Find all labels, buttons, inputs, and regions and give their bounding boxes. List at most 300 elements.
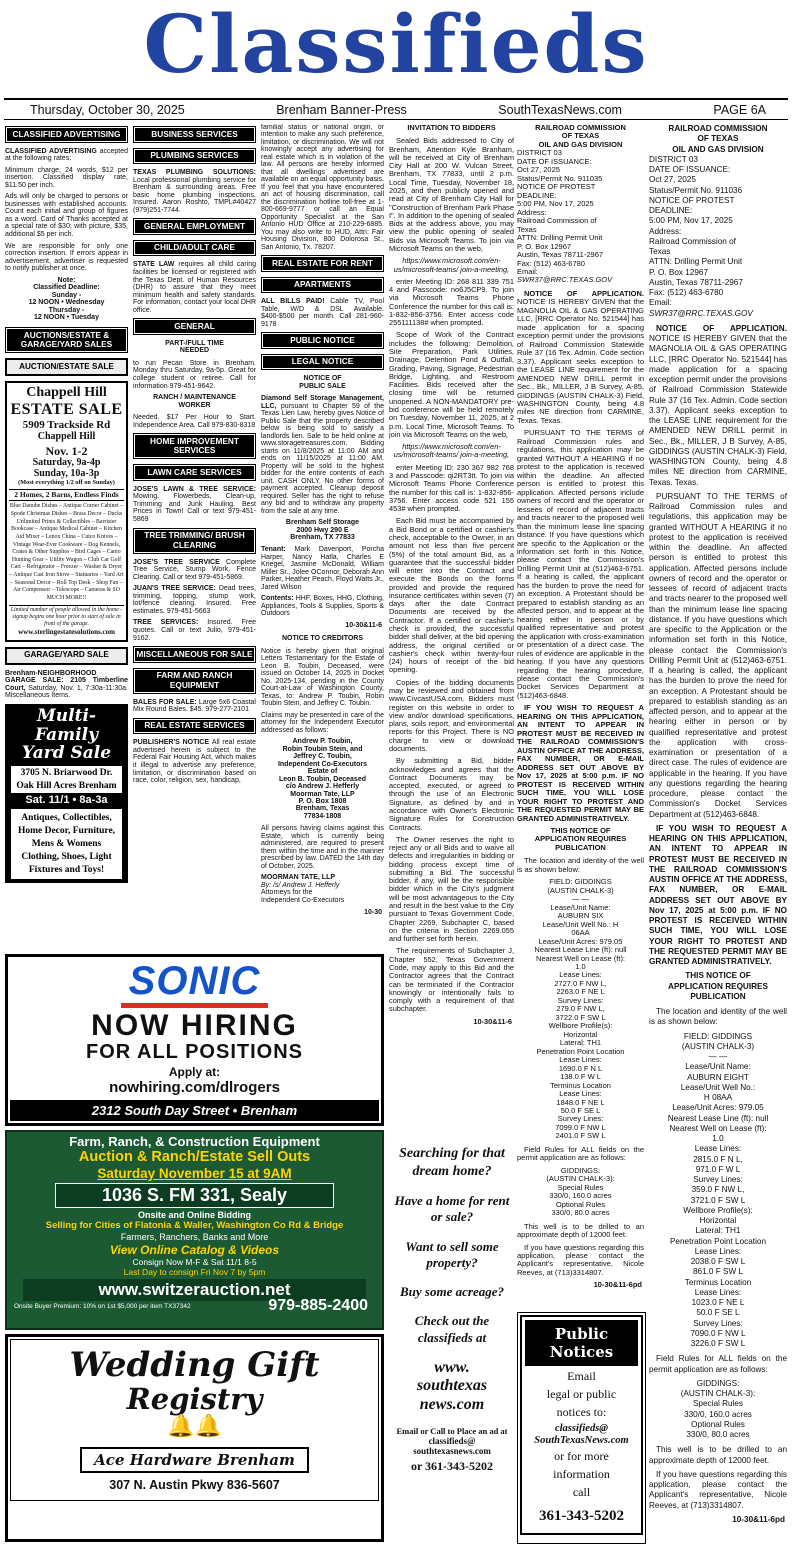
publishers-notice-continued	[261, 124, 384, 251]
ad-body-text: Dead trees, trimming, topping, stump work, lot/fence clearing. Insured. Free estimates. 979-451-5663	[133, 585, 256, 615]
classified-rates-3	[5, 193, 128, 238]
all-bills-paid-ad	[261, 298, 384, 328]
run-dates-tag: 10-30&11-6pd	[593, 1280, 642, 1290]
text-line: Nearest Well on Lease (ft):	[535, 953, 626, 963]
estate-sale-subtitle: 2 Homes, 2 Barns, Endless Finds	[9, 489, 124, 501]
public-notices-box	[517, 1312, 646, 1544]
text-line: DEADLINE:	[517, 190, 557, 200]
pecan-store-job-ad	[133, 360, 256, 390]
promo-website: news.com	[419, 1395, 485, 1413]
text-line: Lease Lines:	[559, 970, 602, 980]
public-notices-email: classifieds@	[554, 1423, 609, 1434]
text-line: DEADLINE:	[649, 206, 693, 215]
storage-facility-address	[261, 519, 384, 541]
text-line: Nearest Lease Line (ft): null	[667, 1113, 769, 1123]
bidders-body-1	[389, 137, 514, 253]
text-line: Lease/Unit Name:	[550, 902, 611, 912]
bidders-body-4	[389, 464, 514, 514]
public-notices-content	[520, 1315, 643, 1535]
text-line: Jeffrey C. Toubin,	[293, 753, 352, 761]
text-line: Lease Lines:	[694, 1287, 742, 1297]
text-line: P. O. Box 1808	[298, 798, 347, 805]
rrc-1-publication-title	[517, 827, 644, 852]
text-line: ATTN: Drilling Permit Unit	[649, 257, 743, 267]
auction-consign-deadline: Last Day to consign Fri Nov 7 by 5pm	[123, 1266, 266, 1277]
text-line: DISTRICT 03	[649, 154, 698, 164]
ad-body-text: The location and identity of the well is as shown below:	[649, 1007, 787, 1027]
switzer-auction-ad	[5, 1130, 384, 1330]
auction-catalog-note: View Online Catalog & Videos	[109, 1242, 280, 1257]
text-line: 12 NOON • Tuesday	[34, 314, 99, 322]
yard-sale-neighborhood: Oak Hill Acres Brenham	[11, 779, 122, 792]
auction-category: Farm, Ranch, & Construction Equipment	[69, 1134, 320, 1149]
promo-email: classifieds@	[428, 1435, 476, 1446]
text-line: Brenham, TX 77833	[290, 533, 355, 541]
text-line: 138.0 F W L	[560, 1072, 601, 1082]
rrc-notice-1-header	[517, 124, 644, 285]
bidders-body-8	[389, 836, 514, 944]
text-line: 1023.0 F NE L	[691, 1298, 745, 1307]
pecan-store-job-title	[133, 340, 256, 355]
text-line: Status/Permit No. 911036	[649, 185, 743, 195]
ad-body-text: familial status or national origin, or intention to make any such preference, limitation, or discrimination. We will not knowingly accept any advertising for real estate which is in violation of the law. All persons are hereby informed that all dwellings advertised are available on an equal opportunity basis. If you feel that you have encountered an act of housing discrimination, call the discrimination hotline toll-free at 1-800-669-9777 or call an Equal Opportunity Specialist at the San Antonio HUD Office at 210-229-6885. You may also write to HUD, Attn: Fair Housing Division, 800 Dolorosa St., San Antonio, Tx. 78207.	[261, 124, 384, 251]
teams-link-1	[389, 257, 514, 274]
switzer-auction-content	[7, 1132, 382, 1318]
rrc-1-field-rules	[517, 1167, 644, 1218]
estate-sale-fine-print: Limited number of people allowed in the home - signup begins one hour prior to start of sale in front of the garage.	[10, 606, 123, 628]
text-line: 330/0, 80.0 acres	[686, 1430, 750, 1439]
yard-sale-items: Antiques, Collectibles, Home Decor, Furniture, Mens & Womens Clothing, Shoes, Light Fixtures and Toys!	[11, 809, 122, 879]
promo-question: Buy some acreage?	[400, 1284, 504, 1299]
ad-lead-text: NOTICE OF APPLICATION.	[656, 323, 787, 333]
sonic-apply-url: nowhiring.com/dlrogers	[109, 1079, 280, 1097]
text-line: DISTRICT 03	[517, 148, 562, 158]
text-line: 971.0 F W L	[695, 1164, 741, 1174]
text-line: Special Rules	[692, 1399, 744, 1409]
header-apartments: APARTMENTS	[261, 277, 384, 294]
ad-body-text: Mark Davenport, Porcha Harper, Nancy Hatla, Charles E Kriegel, Jasmine McDonald, William Miller Sr., Jolee OConnor, Deborah Ann Parker, Heather Peach, Floyd Watts Jr., Jared Wilson	[261, 546, 384, 591]
estate-sale-ad	[5, 381, 128, 642]
text-line: 1.0	[712, 1134, 724, 1143]
rrc-1-well-data	[517, 878, 644, 1141]
header-general-employment: GENERAL EMPLOYMENT	[133, 218, 256, 235]
wedding-registry-title: Wedding Gift	[69, 1345, 320, 1385]
text-line: Lease Lines:	[559, 1055, 602, 1065]
text-line: Robin Toubin Stein, and	[282, 745, 363, 753]
text-line: Email:	[649, 298, 672, 308]
text-line: NOTICE OF PROTEST	[649, 195, 735, 205]
public-notices-text: legal or public	[546, 1387, 617, 1401]
ad-body-text: pursuant to Chapter 59 of the Texas Lien Law, hereby gives Notice of Public Sale that the property described below is being sold to satisfy a landlords lien. Sale to be held online at www.storagetreasures.com. Bidding starts on 11/8/2025 at 11:00 AM and ends on 11/15/2025 at 11:00 AM. Property will be sold to the highest bidder for the entire contents of each unit. CASH ONLY. No other forms of payment accepted. Cleanup deposit required. Seller has the right to refuse any bid and to withdraw any property from the sale at any time.	[261, 402, 384, 515]
text-line: Note:	[57, 276, 76, 284]
text-line: FIELD: GIDDINGS	[549, 877, 612, 887]
ad-body-text: The location and identity of the well is as shown below:	[517, 856, 644, 874]
text-line: (AUSTIN CHALK-3):	[546, 1174, 615, 1184]
wedding-registry-title-2: Registry	[126, 1381, 263, 1416]
bidders-body-7	[389, 757, 514, 832]
promo-email: southtexasnews.com	[413, 1445, 491, 1456]
joses-tree-ad	[133, 559, 256, 582]
wedding-registry-content	[10, 1339, 379, 1501]
bidders-body-9	[389, 947, 514, 1013]
classified-deadline-note	[5, 277, 128, 322]
sonic-apply-label: Apply at:	[168, 1065, 221, 1080]
column-3	[261, 124, 384, 950]
public-notices-text: notices to:	[556, 1405, 607, 1419]
ad-body-text: Each Bid must be accompanied by a Bid Bond or a certified or cashier's check, acceptable to the Owner, in an amount not less than five percent (5%) of the total amount Bid, as a guarantee that the successful bidder will enter into the Contract and execute the Bonds on the forms provided and provide the required insurance certificates within seven (7) days after the date Contract Documents are received by the Contractor. If a certified or cashier's check is provided, the successful bidder shall deliver, at the bid opening address, the original certified or cashier's check within twenty-four (24) hours of receipt of the bid opening.	[389, 516, 514, 675]
auction-phone: 979-885-2400	[268, 1296, 368, 1314]
promo-question: Have a home for rent or sale?	[394, 1193, 510, 1225]
text-line: Address:	[517, 207, 547, 217]
promo-cta: Check out the classifieds at	[414, 1313, 490, 1345]
text-line: Horizontal	[699, 1216, 737, 1225]
text-line: 1.0	[575, 962, 586, 971]
text-line: Andrew P. Toubin,	[292, 738, 353, 746]
text-line: 77834-1808	[303, 812, 342, 820]
column-6	[649, 124, 787, 1544]
ad-body-text: Saturday, Nov. 1, 7:30a-11:30a. Miscellaneous Items.	[5, 684, 128, 700]
text-line: By: /s/ Andrew J. Hefferly	[261, 881, 340, 889]
text-line: (AUSTIN CHALK-3)	[681, 1041, 755, 1051]
public-notices-text: Email	[567, 1369, 596, 1383]
text-line: — —	[571, 894, 590, 904]
auction-website: www.switzerauction.net	[23, 1279, 366, 1301]
rrc-2-hearing-request	[649, 824, 787, 968]
ad-lead-text: CLASSIFIED ADVERTISING	[5, 147, 100, 155]
neighborhood-garage-sale-ad	[5, 670, 128, 700]
text-line: OF TEXAS	[561, 131, 600, 141]
bidders-body-2	[389, 278, 514, 328]
public-notices-email: SouthTexasNews.com	[534, 1435, 629, 1446]
text-line: THIS NOTICE OF	[685, 971, 751, 981]
text-line: Lease Lines:	[559, 1089, 602, 1099]
storage-contents	[261, 595, 384, 617]
run-dates-tag: 10-30&11-6	[345, 621, 382, 629]
text-line: NOTICE OF PROTEST	[517, 182, 596, 192]
text-line: SWR37@RRC.TEXAS.GOV	[649, 308, 753, 318]
juans-tree-ad	[133, 585, 256, 615]
website: SouthTexasNews.com	[498, 102, 622, 117]
promo-contact-label: Email or Call to Place an ad at	[396, 1425, 508, 1436]
ad-body-text: By submitting a Bid, bidder acknowledges and agrees that the Contract Documents may be accepted, executed, or agreed to through the use of an Electronic Signature, as defined by and in accordance with Owner's Electronic Signature Rules for Construction Contracts.	[389, 756, 514, 832]
text-line: 7090.0 F NW L	[690, 1328, 746, 1338]
text-line: 279.0 F NW L,	[556, 1004, 605, 1014]
text-line: Lease/Unit Well No.: H	[542, 919, 619, 929]
bales-for-sale-ad	[133, 699, 256, 714]
text-line: Classified Deadline:	[33, 284, 100, 292]
text-line: 3722.0 F SW L	[555, 1012, 606, 1022]
estate-sale-website: www.sterlingestatesolutions.com	[18, 628, 115, 637]
page-title: Classifieds	[143, 0, 649, 91]
ad-body-text: Cable TV, Pool Table, W/D & DSL Available. $400-$500 per month. Call 281-960-9178	[261, 298, 384, 328]
text-line: Railroad Commission of	[649, 236, 736, 246]
ad-lead-text: TEXAS PLUMBING SOLUTIONS:	[133, 169, 256, 177]
ranch-worker-job-ad	[133, 414, 256, 429]
text-line: Status/Permit No. 911035	[517, 173, 603, 183]
text-line: Lease/Unit Name:	[685, 1062, 751, 1072]
dateline	[4, 98, 788, 120]
text-line: PUBLIC SALE	[299, 382, 346, 390]
classified-rates	[5, 148, 128, 163]
header-lawn-care: LAWN CARE SERVICES	[133, 464, 256, 481]
ad-lead-text: Brenham-NEIGHBORHOOD GARAGE SALE: 2105 Timberline Court,	[5, 669, 128, 692]
sonic-ad-content	[8, 957, 381, 1121]
ad-body-text: Copies of the bidding documents may be reviewed and obtained from www.CivcastUSA.com. Bidders must register on this website in order to view and/or download specifications, plans, soils report, and environmental reports for this Project. There is NO charge to view or download documents.	[389, 677, 514, 753]
ad-body-text: Insured. Free quotes. Call or text Julio, 979-451-9162.	[133, 619, 256, 642]
text-line: Lease Lines:	[694, 1246, 742, 1256]
text-line: MOORMAN TATE, LLP	[261, 874, 336, 882]
text-line: Brenham Self Storage	[285, 519, 360, 527]
text-line: Terminus Location	[550, 1080, 611, 1090]
ad-body-text: Claims may be presented in care of the attorney for the Independent Executor addressed as follows:	[261, 711, 384, 734]
ad-lead-text: Tenant:	[261, 546, 295, 554]
yard-sale-time: Sat. 11/1 • 8a-3a	[25, 794, 108, 807]
bidders-body-5	[389, 517, 514, 674]
text-line: Lease/Unit Acres: 979.05	[538, 936, 623, 946]
ad-body-text: The requirements of Subchapter J, Chapter 552, Texas Government Code, may apply to this Bid and the Contractor agrees that the Contract can be terminated if the Contractor knowingly or intentionally fails to comply with a requirement of that subchapter.	[389, 946, 514, 1014]
header-classified-advertising: CLASSIFIED ADVERTISING	[5, 126, 128, 143]
text-line: Horizontal	[563, 1029, 598, 1039]
text-line: Wellbore Profile(s):	[683, 1205, 753, 1215]
text-line: 2038.0 F SW L	[690, 1257, 746, 1266]
rrc-2-field-rules	[649, 1379, 787, 1441]
auction-sellers: Selling for Cities of Flatonia & Waller, Washington Co Rd & Bridge	[45, 1220, 344, 1232]
rrc-1-location-intro	[517, 857, 644, 874]
text-line: 2815.0 F N L,	[693, 1154, 743, 1164]
text-line: Fax: (512) 463-6780	[517, 258, 585, 268]
text-line: Independent Co-Executors	[261, 896, 345, 904]
text-line: GIDDINGS:	[696, 1378, 740, 1388]
joses-lawn-ad	[133, 486, 256, 524]
creditors-notice-title	[261, 635, 384, 642]
ad-lead-text: TREE SERVICES:	[133, 619, 208, 627]
ad-body-text: enter Meeting ID: 268 811 339 751 4 and Passcode: no6J5CP9. To join via Microsoft Teams Phone Conference the number for this call is: 1-832-856-3756. Enter access code 255111138# when prompted.	[389, 276, 514, 328]
text-line: FIELD: GIDDINGS	[683, 1031, 753, 1041]
ranch-worker-job-title	[133, 394, 256, 409]
column-5	[517, 124, 644, 1310]
ad-body-text: accepted at the following rates:	[5, 147, 128, 163]
ad-body-text: Ads will only be charged to persons or businesses with established accounts. Count each initial and group of figures as a word. Card of Thanks accepted at a special rate of $30; with picture, $35, additional $5 per inch.	[5, 193, 128, 238]
ad-body-text: IF YOU WISH TO REQUEST A HEARING ON THIS APPLICATION, AN INTENT TO APPEAR IN PROTEST MUST BE RECEIVED IN THE RAILROAD COMMISSION'S AUSTIN OFFICE AT THE ADDRESS, FAX NUMBER, OR E-MAIL ADDRESS SET OUT ABOVE BY Nov 17, 2025 at 5:00 p.m. IF NO PROTEST IS RECEIVED WITHIN SUCH TIME, YOU WILL LOSE YOUR RIGHT TO PROTEST AND THE REQUESTED PERMIT MAY BE GRANTED ADMINISTRATIVELY.	[517, 703, 644, 823]
text-line: Terminus Location	[684, 1277, 752, 1287]
text-line: 2401.0 F SW L	[555, 1131, 606, 1141]
text-line: Texas	[649, 247, 671, 256]
ad-body-text: All persons having claims against this Estate, which is currently being administered, are required to present them within the time and in the manner prescribed by law. DATED the 14th day of October, 2025.	[261, 825, 384, 870]
text-line: Oct 27, 2025	[649, 175, 696, 185]
ad-body-text: Minimum charge, 24 words, $12 per insertion. Classified display rate, $11.50 per inch.	[5, 166, 128, 189]
public-sale-title	[261, 375, 384, 390]
column-1	[5, 124, 128, 950]
header-tree-trimming: TREE TRIMMING/ BRUSH CLEARING	[133, 528, 256, 554]
text-line: RAILROAD COMMISSION	[668, 124, 768, 133]
paper-name: Brenham Banner-Press	[276, 102, 407, 117]
ad-body-text: HHF, Boxes, HHG, Clothing, Appliances, Tools & Supplies, Sports & Outdoors	[261, 595, 384, 618]
ad-lead-text: ALL BILLS PAID!	[261, 298, 331, 306]
bidders-body-6	[389, 679, 514, 754]
ad-body-text: Scope of Work of the Contract includes the following: Demolition, Site Preparation, Park Utilities, Drainage, Detention Pond & Outfall, Grading, Paving, Signage, Pedestrian Bridge, Lighting, and Restroom Facilities. Bids received after the closing time will be returned unopened. A NON-MANDATORY pre-bid conference will be held remotely on Tuesday, November 11, 2025, at 2 p.m. Local Time, Microsoft Teams. To join via Microsoft Teams on the web,	[389, 330, 514, 439]
text-line: 2727.0 F NW L,	[554, 978, 607, 988]
text-line: DATE OF ISSUANCE:	[517, 156, 592, 166]
multi-family-yard-sale-ad	[5, 704, 128, 884]
text-line: 330/0, 160.0 acres	[684, 1409, 752, 1419]
run-dates-tag: 10-30	[364, 909, 382, 917]
storage-sale-notice	[261, 395, 384, 515]
rrc-1-hearing-request	[517, 704, 644, 823]
text-line: H 08AA	[703, 1093, 733, 1102]
ad-body-text: https://www.microsoft.com/en-us/microsoft-teams/ join-a-meeting,	[393, 256, 510, 274]
column-4	[389, 124, 514, 1126]
text-line: Survey Lines:	[693, 1175, 743, 1184]
sonic-hiring-ad	[5, 954, 384, 1126]
bidders-body-3	[389, 331, 514, 439]
wedding-bells-icon: 🔔🔔	[167, 1414, 222, 1440]
auction-location: 1036 S. FM 331, Sealy	[55, 1183, 334, 1208]
estate-sale-items: Blue Danube Dishes – Antique Corner Cabinet – Spode Christmas Dishes – Brass Decor – Ducks Unlimited Prints & Collectibles – Barrister Bookcase – Antique Medical Cabinet – Kitchen Aid Mixer – Lenox China – Cutco Knives – Vintage Wear-Ever Cookware – Dog Kennels, Crates & Other Supplies – Bird Cages – Camo Hunting Gear – Utility Wagon – Club Car Golf Cart – Refrigerator – Freezer – Washer & Dryer – Antique Cast Iron Stove – Statuaries – Yard Art – Seasonal Decor – Roll Top Desk – Shop Fan – Air Compressor – Telescope – Cameras & SO MUCH MORE!!	[9, 503, 124, 602]
sonic-headline: NOW HIRING	[91, 1008, 298, 1042]
promo-website: www.	[434, 1358, 470, 1376]
text-line: P. O. Box 12967	[649, 267, 709, 277]
text-line: 50.0 F SE L	[560, 1105, 601, 1115]
text-line: Moorman Tate, LLP	[290, 790, 355, 798]
text-line: Estate of	[307, 768, 338, 776]
rrc-1-pursuant	[517, 429, 644, 700]
text-line: WORKER	[178, 401, 211, 409]
ad-body-text: Large 5x6 Coastal Mix Round Bales. $45. 979-277-2101	[133, 698, 256, 714]
rrc-2-contact	[649, 1470, 787, 1511]
text-line: 330/0, 160.0 acres	[549, 1191, 612, 1201]
publishers-notice	[133, 739, 256, 784]
text-line: c/o Andrew J. Hefferly	[285, 783, 360, 791]
yard-sale-title-2: Yard Sale	[21, 743, 112, 764]
promo-website: southtexas	[416, 1377, 488, 1395]
yard-sale-address: 3705 N. Briarwood Dr.	[11, 766, 122, 779]
ad-body-text: All real estate advertised herein is subject to the Federal Fair Housing Act, which makes it illegal to advertise any preference, limitation, or discrimination based on race, color, religion, sex, handicap,	[133, 739, 256, 785]
ad-lead-text: JOSE'S LAWN & TREE SERVICE:	[133, 485, 256, 493]
text-line: Survey Lines:	[557, 1114, 604, 1124]
rrc-2-field-rules-intro	[649, 1354, 787, 1375]
text-line: RAILROAD COMMISSION	[535, 124, 626, 132]
estate-sale-address: 5909 Trackside Rd	[22, 419, 111, 432]
auction-fine-print: Onsite Buyer Premium: 10% on 1st $5,000 per item TX37342	[14, 1302, 191, 1310]
rrc-2-application	[649, 324, 787, 488]
ad-body-text: requires all child caring facilities be licensed or registered with the Texas Dept. of Human Resources (DHR) to assure that they meet minimum health and safety standards. For information, contact your local DHR office.	[133, 261, 256, 314]
rrc-2-publication-title	[649, 971, 787, 1002]
rrc-2-pursuant	[649, 492, 787, 820]
classified-rates-4	[5, 243, 128, 273]
text-line: Nearest Lease Line (ft): null	[534, 945, 627, 955]
ad-lead-text: STATE LAW	[133, 261, 179, 269]
text-line: Optional Rules	[555, 1199, 606, 1209]
ad-lead-text: Contents:	[261, 595, 296, 603]
header-real-estate-for-rent: REAL ESTATE FOR RENT	[261, 255, 384, 272]
header-plumbing-services: PLUMBING SERVICES	[133, 148, 256, 165]
sonic-subheadline: FOR ALL POSITIONS	[85, 1041, 303, 1064]
header-public-notice: PUBLIC NOTICE	[261, 332, 384, 349]
text-line: 861.0 F SW L	[692, 1267, 744, 1277]
text-line: 1848.0 F NE L	[556, 1097, 605, 1107]
ad-body-text: If you have questions regarding this application, please contact the Applicant's representative, Nicole Reeves, at (713)3314807.	[649, 1469, 787, 1510]
ad-body-text: This well is to be drilled to an approximate depth of 12000 feet.	[649, 1445, 787, 1465]
text-line: AUBURN EIGHT	[687, 1072, 749, 1082]
ad-body-text: PURSUANT TO THE TERMS of Railroad Commission rules and regulations, this application may be granted WITHOUT A HEARING if no protest to the application is received within the deadline. An affected person is entitled to protest this application. Affected persons include owners of record and the operator or lessees of record of adjacent tracts and tracts nearer to the proposed well than the minimum lease line spacing distance. If you have questions which are specific to the Application or the information set forth in this Notice, please contact the Commission's Drilling Permit Unit at (512)463-6751. If a hearing is called, the applicant has the burden to prove the need for an exception. A Protestant should be prepared to establish standing as an affected person, and to appear at the hearing either in person or by qualified representative and protest the application with cross-examination or presentation of a direct case. The rules of evidence are applicable in the hearing. If you have any questions regarding the hearing procedure, please contact the Commission's Docket Services Department at (512)463-6848.	[649, 491, 787, 819]
teams-link-2	[389, 443, 514, 460]
ad-body-text: enter Meeting ID: 230 367 982 768 3 and Passcode: qi2RT3tt. To join via Microsoft Teams Phone Conference the number for this call is: 1-832-856-3756. Enter access code 521 155 453# when prompted.	[389, 462, 514, 514]
ad-body-text: https://www.microsoft.com/en-us/microsoft-teams/ join-a-meeting,	[393, 442, 510, 460]
ad-body-text: The Owner reserves the right to reject any or all Bids and to waive all defects and irregularities in bidding or bidding process except time of submitting a Bid. The successful bidder, if any, will be the responsible bidder which in the City's judgment will be most advantageous to the City and result in the best value to the City pursuant to Texas Government Code, Chapter 2269, Subchapter C, based on the criteria in Section 2269.055 and further set forth herein.	[389, 834, 514, 944]
header-business-services: BUSINESS SERVICES	[133, 126, 256, 143]
text-line: PART-/FULL TIME	[165, 339, 224, 347]
text-line: NOTICE OF	[303, 375, 342, 383]
ad-body-text: Field Rules for ALL fields on the permit application are as follows:	[649, 1354, 787, 1374]
ad-body-text: Needed. $17 Per Hour to Start. Independence Area. Call 979-830-8318	[133, 414, 256, 429]
auction-title: Auction & Ranch/Estate Sell Outs	[78, 1148, 311, 1165]
ad-body-text: If you have questions regarding this application, please contact the Applicant's representative, Nicole Reeves, at (713)3314807.	[517, 1242, 644, 1277]
ad-body-text: We are responsible for only one correction insertion. If errors appear in advertisement, advertiser is requested to notify publisher at once.	[5, 242, 128, 273]
rrc-1-field-rules-intro	[517, 1146, 644, 1163]
ad-lead-text: BALES FOR SALE:	[133, 698, 199, 706]
text-line: Lateral: TH1	[695, 1226, 741, 1236]
storage-tenants	[261, 546, 384, 591]
creditors-notice-body	[261, 648, 384, 708]
text-line: OF TEXAS	[697, 134, 739, 144]
text-line: Address:	[649, 226, 682, 236]
estate-sale-hours: Sunday, 10a-3p	[33, 467, 100, 479]
text-line: THIS NOTICE OF	[550, 825, 611, 835]
text-line: APPLICATION REQUIRES	[668, 981, 768, 991]
text-line: 3721.0 F SW L	[690, 1195, 746, 1205]
ad-body-text: Mowing, Flowerbeds, Clean-up, Trimming and Junk Hauling. Best Prices in Town! Call or text 979-451-5869	[133, 493, 256, 524]
dream-home-promo-content	[389, 1128, 515, 1478]
ad-body-text: Sealed Bids addressed to City of Brenham, Attention Kyle Branham, will be received at City of Brenham City Hall at 200 W. Vulcan Street, Brenham, TX 77833, until 2 p.m. Local Time, Tuesday, November 18, 2025, and then publicly opened and read at City of Brenham City Hall for "Construction of Brenham Park Phase I". In addition to the opening of sealed Bids at the address above, you may view the public opening of sealed Bids via Microsoft Teams. To join via Microsoft Teams on the web,	[389, 136, 514, 253]
public-notices-text: information	[553, 1467, 610, 1481]
text-line: Attorneys for the	[261, 889, 313, 897]
ad-body-text: Notice is hereby given that original Letters Testamentary for the Estate of Leon B. Toubin, Deceased, were issued on October 14, 2025 in Docket No. 2025-134, pending in the County Court-at-Law of Washington County, Texas, to: Andrew P. Toubin, Robin Toubin Stein, and Jeffrey C. Toubin.	[261, 647, 384, 708]
ad-lead-text: NOTICE OF APPLICATION.	[524, 288, 644, 298]
text-line: Railroad Commission of	[517, 216, 597, 226]
text-line: — —	[708, 1052, 728, 1061]
header-real-estate-services: REAL ESTATE SERVICES	[133, 718, 256, 735]
public-notices-phone: 361-343-5202	[539, 1508, 624, 1524]
text-line: Lateral: TH1	[559, 1038, 602, 1048]
promo-phone: or 361-343-5202	[410, 1458, 494, 1473]
classified-rates-2	[5, 167, 128, 190]
text-line: (AUSTIN CHALK-3)	[547, 885, 614, 895]
page-number: PAGE 6A	[713, 102, 766, 117]
masthead	[0, 0, 792, 98]
estate-sale-dates: Nov. 1-2	[45, 443, 88, 458]
text-line: Special Rules	[557, 1182, 604, 1192]
header-farm-ranch-equipment: FARM AND RANCH EQUIPMENT	[133, 668, 256, 694]
text-line: Austin, Texas 78711-2967	[649, 277, 743, 287]
text-line: 3226.0 F SW L	[690, 1339, 746, 1348]
text-line: Penetration Point Location	[669, 1236, 767, 1246]
text-line: OIL AND GAS DIVISION	[538, 139, 623, 149]
rrc-1-depth	[517, 1223, 644, 1240]
text-line: 330/0, 80.0 acres	[551, 1208, 610, 1218]
estate-sale-city: Chappell Hill	[37, 431, 96, 443]
text-line: Texas	[517, 224, 537, 234]
header-auctions-estate-garage: AUCTIONS/ESTATE & GARAGE/YARD SALES	[5, 327, 128, 353]
tree-services-ad	[133, 619, 256, 642]
ad-body-text: This well is to be drilled to an approximate depth of 12000 feet.	[517, 1221, 644, 1240]
rrc-2-location-intro	[649, 1007, 787, 1028]
estate-sale-hours: Saturday, 9a-4p	[32, 456, 101, 468]
text-line: 50.0 F SE L	[696, 1308, 740, 1318]
text-line: Thursday -	[48, 306, 85, 314]
text-line: Independent Co-Executors	[277, 760, 368, 768]
header-garage-yard-sale: GARAGE/YARD SALE	[5, 647, 128, 665]
creditors-notice-body-3	[261, 825, 384, 870]
